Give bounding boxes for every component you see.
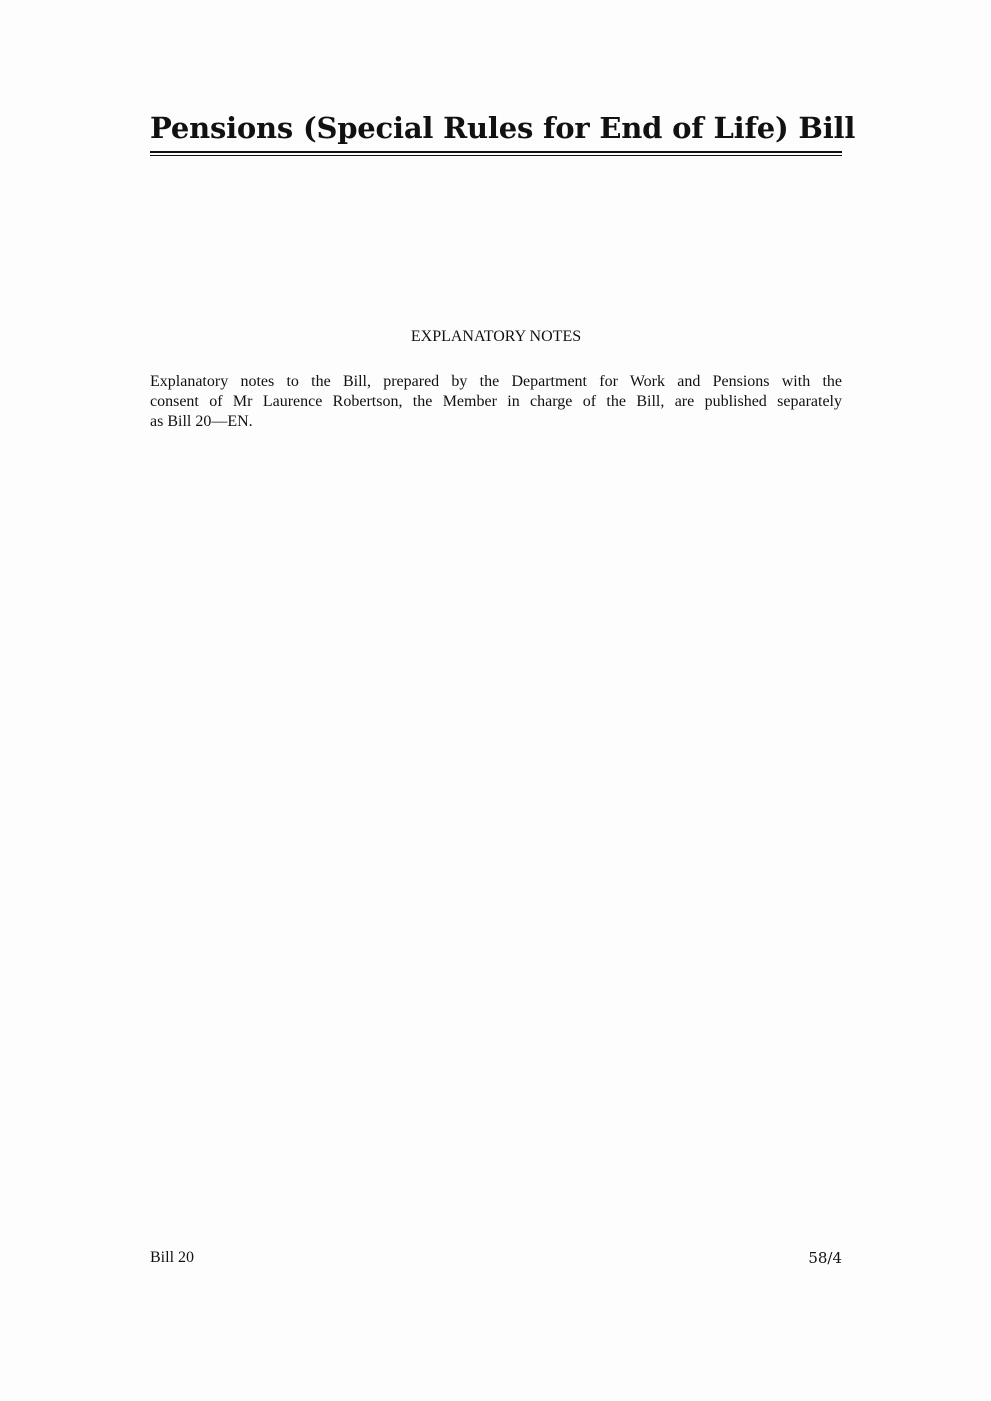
title-rule-thick	[150, 151, 842, 153]
footer-bill-number: Bill 20	[150, 1249, 195, 1266]
paragraph-line: Explanatory notes to the Bill, prepared by the Department for Work and Pensions with the	[150, 373, 842, 390]
paragraph-line: as Bill 20—EN.	[150, 413, 253, 430]
title-rule-thin	[150, 155, 842, 156]
explanatory-notes-heading: EXPLANATORY NOTES	[410, 328, 582, 345]
bill-title: Pensions (Special Rules for End of Life) Bill	[150, 111, 856, 145]
explanatory-notes-paragraph	[150, 372, 842, 432]
footer-print-reference: 58/4	[808, 1249, 842, 1267]
paragraph-line: consent of Mr Laurence Robertson, the Member in charge of the Bill, are published separately	[150, 393, 842, 410]
